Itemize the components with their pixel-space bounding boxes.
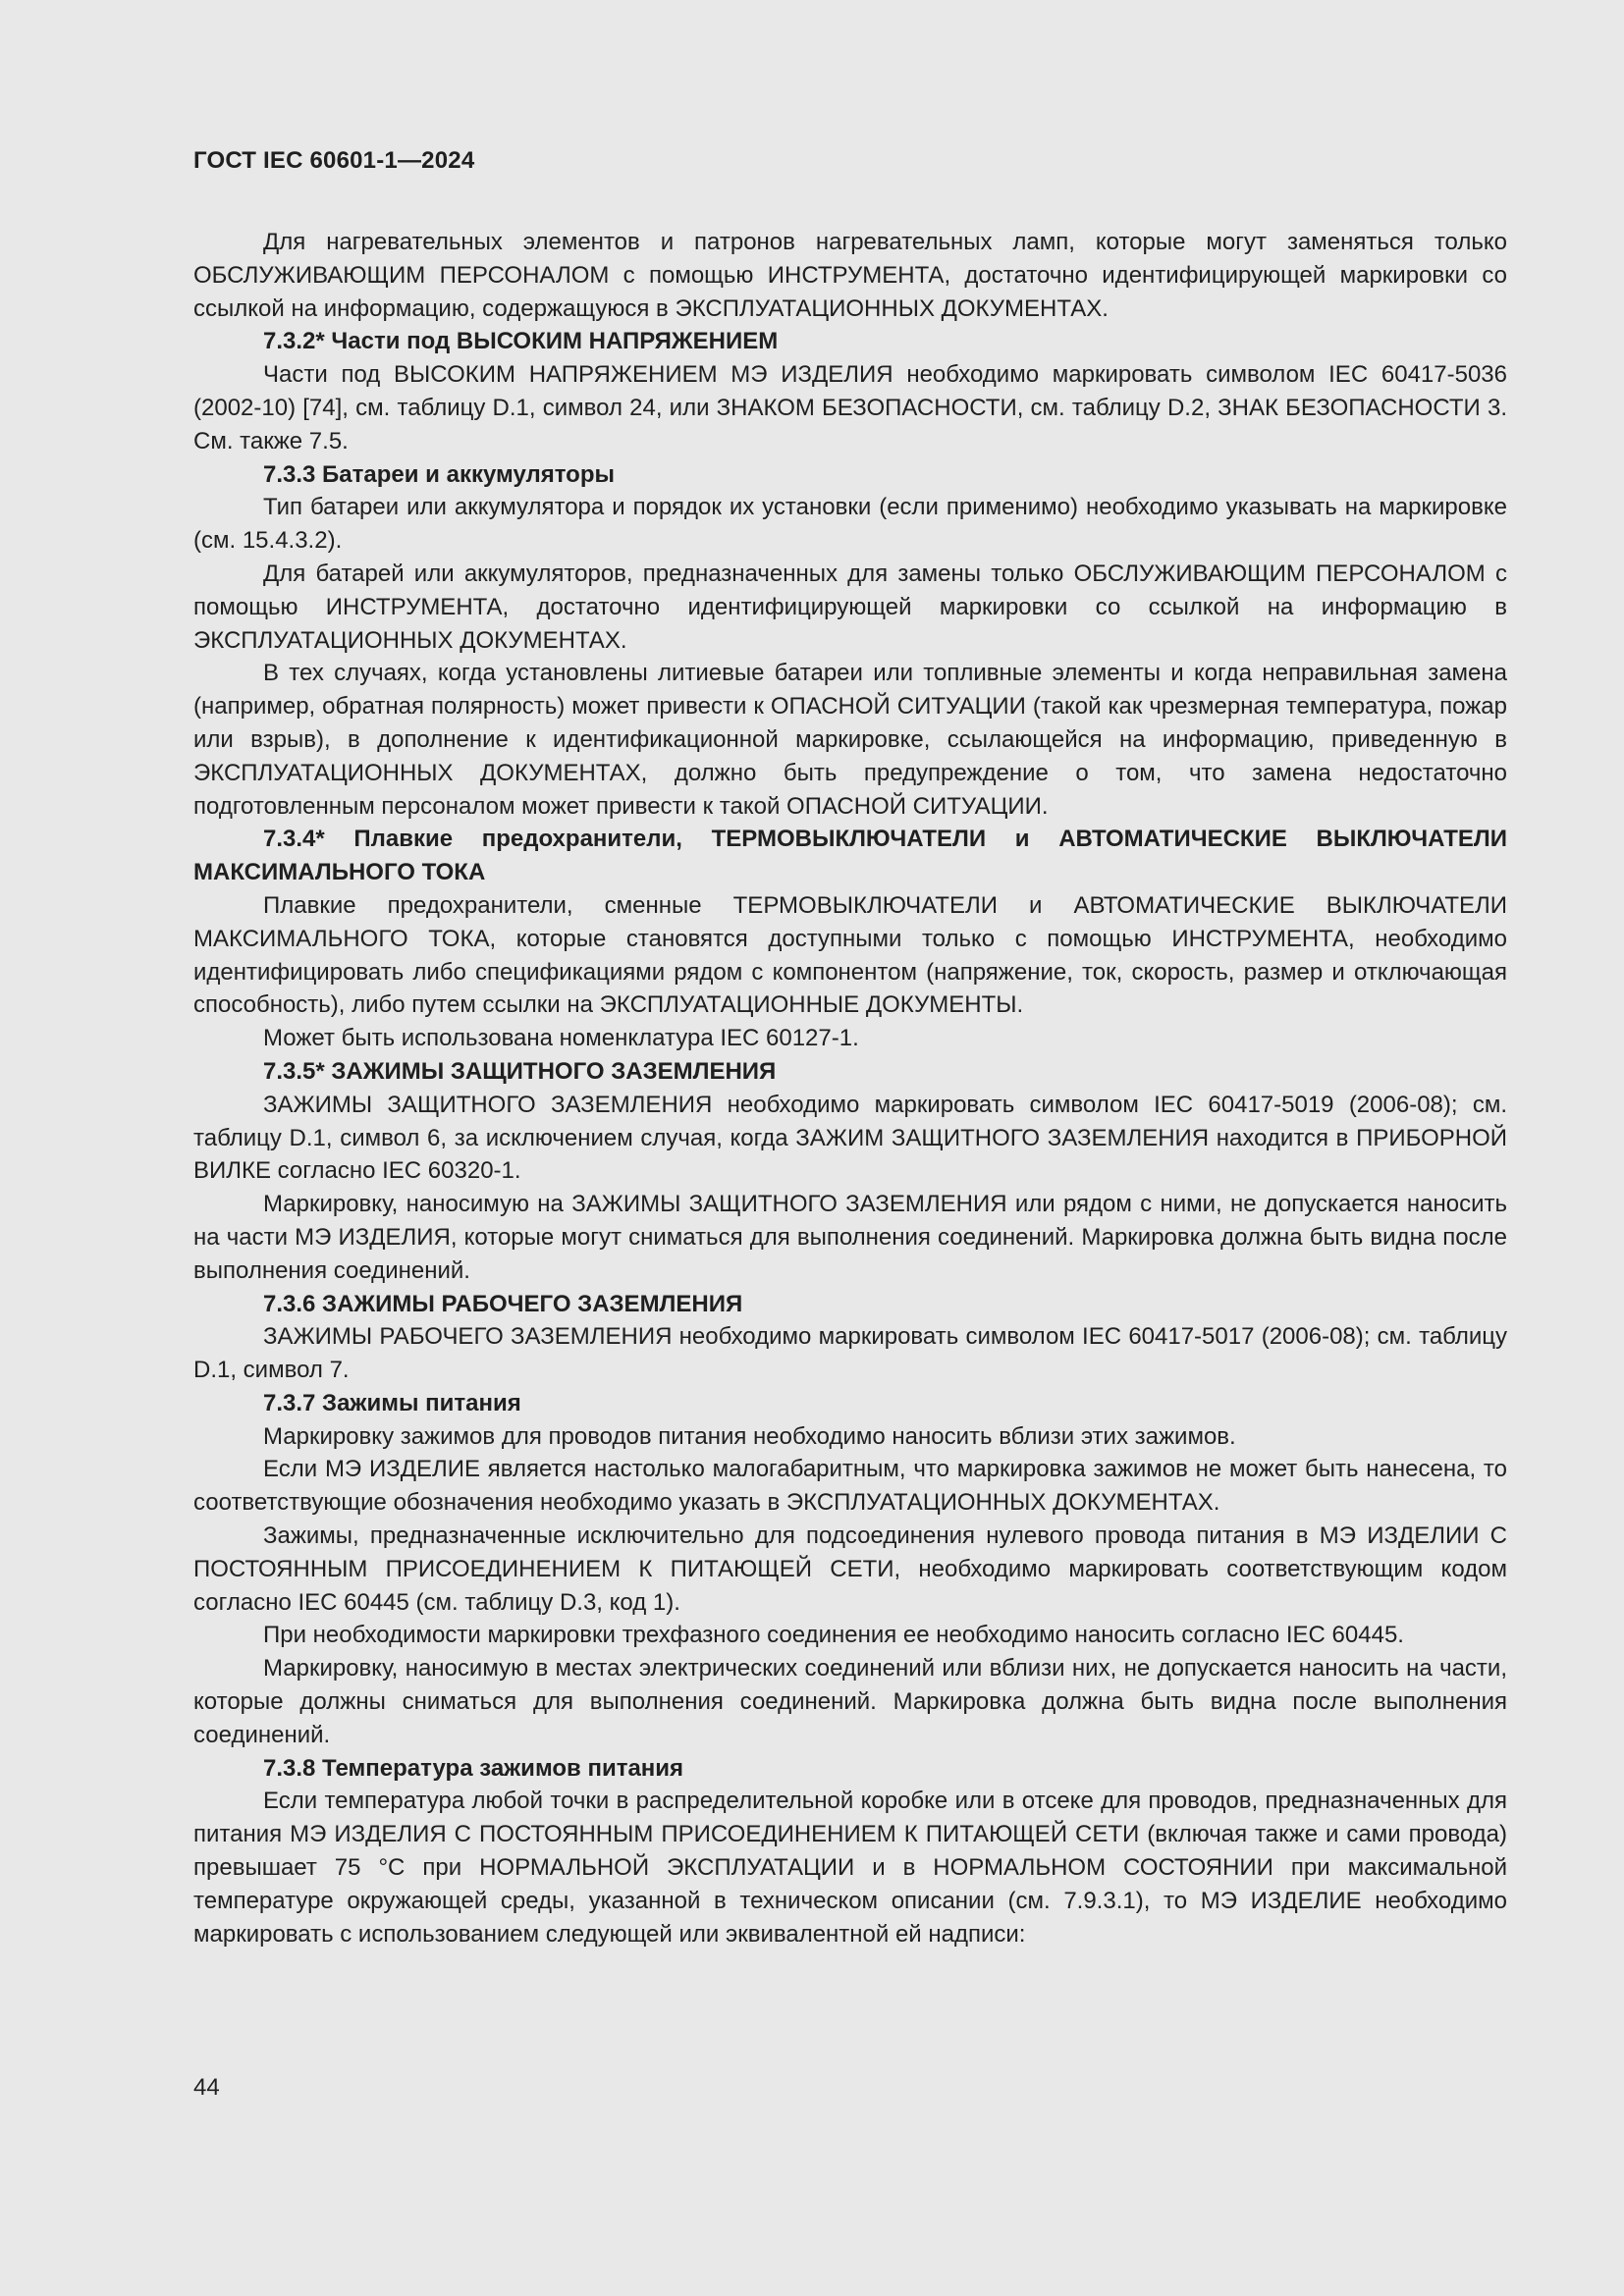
page-number: 44 <box>193 2074 220 2101</box>
paragraph: Может быть использована номенклатура IEC 60127-1. <box>263 1025 859 1052</box>
page-header: ГОСТ IEC 60601-1—2024 <box>193 147 475 174</box>
paragraph: Для батарей или аккумуляторов, предназначенных для замены только ОБСЛУЖИВАЮЩИМ ПЕРСОНАЛОМ с помощью ИНСТРУМЕНТА, достаточно идентифицирующей маркировки со ссылкой на информацию в ЭКСПЛУАТАЦИОННЫХ ДОКУМЕНТАХ. <box>193 560 1507 654</box>
paragraph: Если температура любой точки в распределительной коробке или в отсеке для проводов, предназначенных для питания МЭ ИЗДЕЛИЯ С ПОСТОЯННЫМ ПРИСОЕДИНЕНИЕМ К ПИТАЮЩЕЙ СЕТИ (включая также и сами провода) превышает 75 °С при НОРМАЛЬНОЙ ЭКСПЛУАТАЦИИ и в НОРМАЛЬНОМ СОСТОЯНИИ при максимальной температуре окружающей среды, указанной в техническом описании (см. 7.9.3.1), то МЭ ИЗДЕЛИЕ необходимо маркировать с использованием следующей или эквивалентной ей надписи: <box>193 1788 1507 1948</box>
paragraph: Плавкие предохранители, сменные ТЕРМОВЫКЛЮЧАТЕЛИ и АВТОМАТИЧЕСКИЕ ВЫКЛЮЧАТЕЛИ МАКСИМАЛЬНОГО ТОКА, которые становятся доступными только с помощью ИНСТРУМЕНТА, необходимо идентифицировать либо спецификациями рядом с компонентом (напряжение, ток, скорость, размер и отключающая способность), либо путем ссылки на ЭКСПЛУАТАЦИОННЫЕ ДОКУМЕНТЫ. <box>193 891 1507 1019</box>
paragraph: Для нагревательных элементов и патронов нагревательных ламп, которые могут заменяться только ОБСЛУЖИВАЮЩИМ ПЕРСОНАЛОМ с помощью ИНСТРУМЕНТА, достаточно идентифицирующей маркировки со ссылкой на информацию, содержащуюся в ЭКСПЛУАТАЦИОННЫХ ДОКУМЕНТАХ. <box>193 229 1507 322</box>
section-heading-7-3-6: 7.3.6 ЗАЖИМЫ РАБОЧЕГО ЗАЗЕМЛЕНИЯ <box>263 1290 743 1317</box>
paragraph: Части под ВЫСОКИМ НАПРЯЖЕНИЕМ МЭ ИЗДЕЛИЯ необходимо маркировать символом IEC 60417-5036 (2002-10) [74], см. таблицу D.1, символ 24, или ЗНАКОМ БЕЗОПАСНОСТИ, см. таблицу D.2, ЗНАК БЕЗОПАСНОСТИ 3. См. также 7.5. <box>193 361 1507 454</box>
paragraph: ЗАЖИМЫ РАБОЧЕГО ЗАЗЕМЛЕНИЯ необходимо маркировать символом IEC 60417-5017 (2006-08); см. таблицу D.1, символ 7. <box>193 1323 1507 1384</box>
paragraph: В тех случаях, когда установлены литиевые батареи или топливные элементы и когда неправильная замена (например, обратная полярность) может привести к ОПАСНОЙ СИТУАЦИИ (такой как чрезмерная температура, пожар или взрыв), в дополнение к идентификационной маркировке, ссылающейся на информацию, приведенную в ЭКСПЛУАТАЦИОННЫХ ДОКУМЕНТАХ, должно быть предупреждение о том, что замена недостаточно подготовленным персоналом может привести к такой ОПАСНОЙ СИТУАЦИИ. <box>193 660 1507 820</box>
paragraph: ЗАЖИМЫ ЗАЩИТНОГО ЗАЗЕМЛЕНИЯ необходимо маркировать символом IEC 60417-5019 (2006-08); см. таблицу D.1, символ 6, за исключением случая, когда ЗАЖИМ ЗАЩИТНОГО ЗАЗЕМЛЕНИЯ находится в ПРИБОРНОЙ ВИЛКЕ согласно IEC 60320-1. <box>193 1091 1507 1185</box>
paragraph: Зажимы, предназначенные исключительно для подсоединения нулевого провода питания в МЭ ИЗДЕЛИИ С ПОСТОЯННЫМ ПРИСОЕДИНЕНИЕМ К ПИТАЮЩЕЙ СЕТИ, необходимо маркировать соответствующим кодом согласно IEC 60445 (см. таблицу D.3, код 1). <box>193 1522 1507 1616</box>
section-heading-7-3-3: 7.3.3 Батареи и аккумуляторы <box>263 460 615 488</box>
paragraph: Маркировку зажимов для проводов питания необходимо наносить вблизи этих зажимов. <box>263 1422 1236 1450</box>
paragraph: Если МЭ ИЗДЕЛИЕ является настолько малогабаритным, что маркировка зажимов не может быть нанесена, то соответствующие обозначения необходимо указать в ЭКСПЛУАТАЦИОННЫХ ДОКУМЕНТАХ. <box>193 1456 1507 1517</box>
document-body <box>193 226 1507 1950</box>
section-heading-7-3-2: 7.3.2* Части под ВЫСОКИМ НАПРЯЖЕНИЕМ <box>263 328 779 355</box>
paragraph: Маркировку, наносимую на ЗАЖИМЫ ЗАЩИТНОГО ЗАЗЕМЛЕНИЯ или рядом с ними, не допускается наносить на части МЭ ИЗДЕЛИЯ, которые могут сниматься для выполнения соединений. Маркировка должна быть видна после выполнения соединений. <box>193 1191 1507 1284</box>
section-heading-7-3-5: 7.3.5* ЗАЖИМЫ ЗАЩИТНОГО ЗАЗЕМЛЕНИЯ <box>263 1057 777 1085</box>
section-heading-7-3-4: 7.3.4* Плавкие предохранители, ТЕРМОВЫКЛЮЧАТЕЛИ и АВТОМАТИЧЕСКИЕ ВЫКЛЮЧАТЕЛИ МАКСИМАЛЬНОГО ТОКА <box>193 826 1507 886</box>
paragraph: Маркировку, наносимую в местах электрических соединений или вблизи них, не допускается наносить на части, которые должны сниматься для выполнения соединений. Маркировка должна быть видна после выполнения соединений. <box>193 1655 1507 1748</box>
paragraph: При необходимости маркировки трехфазного соединения ее необходимо наносить согласно IEC 60445. <box>263 1622 1404 1649</box>
paragraph: Тип батареи или аккумулятора и порядок их установки (если применимо) необходимо указывать на маркировке (см. 15.4.3.2). <box>193 494 1507 555</box>
section-heading-7-3-7: 7.3.7 Зажимы питания <box>263 1389 521 1416</box>
section-heading-7-3-8: 7.3.8 Температура зажимов питания <box>263 1754 684 1782</box>
